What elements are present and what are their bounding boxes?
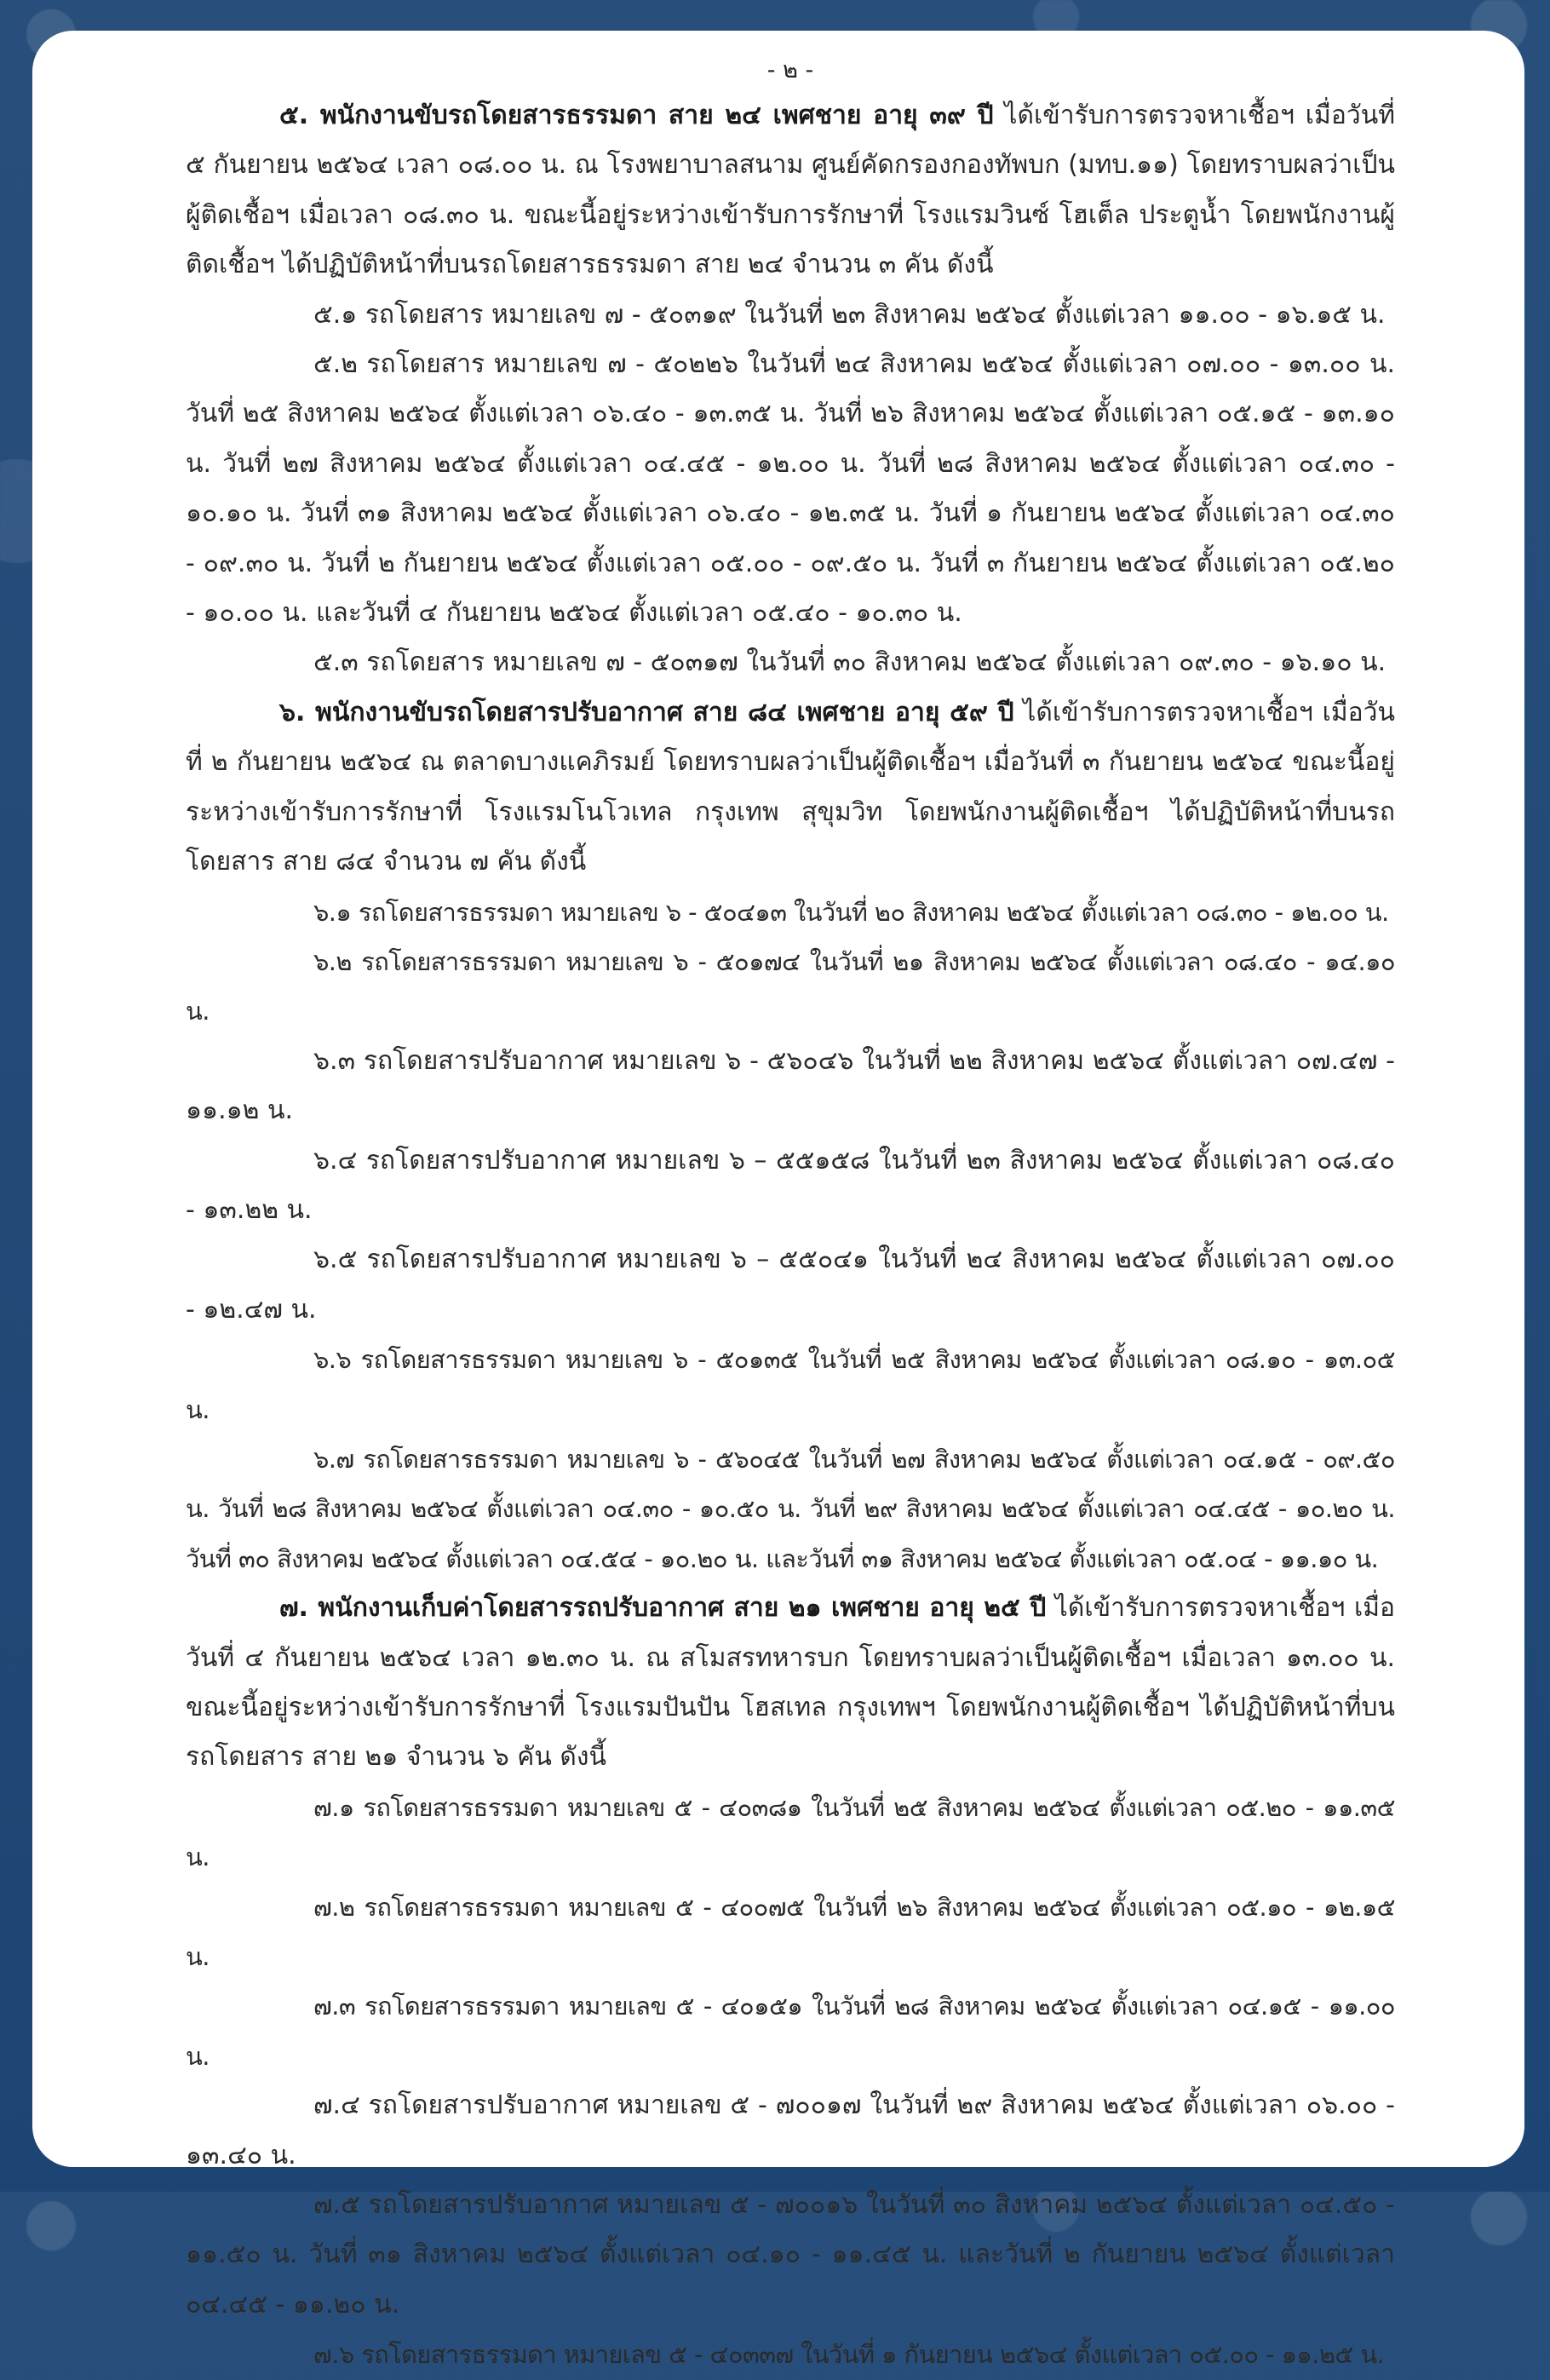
item-6-3: ๖.๓ รถโดยสารปรับอากาศ หมายเลข ๖ - ๕๖๐๔๖ ในวันที่ ๒๒ สิงหาคม ๒๕๖๔ ตั้งแต่เวลา ๐๗.๔๗ - ๑๑.๑๒ น. xyxy=(186,1045,1395,1126)
item-6-title: ๖. พนักงานขับรถโดยสารปรับอากาศ สาย ๘๔ เพศชาย อายุ ๕๙ ปี xyxy=(279,697,1014,727)
item-6-2: ๖.๒ รถโดยสารธรรมดา หมายเลข ๖ - ๕๐๑๗๔ ในวันที่ ๒๑ สิงหาคม ๒๕๖๔ ตั้งแต่เวลา ๐๘.๔๐ - ๑๔.๑๐ น. xyxy=(186,946,1395,1026)
item-5-title: ๕. พนักงานขับรถโดยสารธรรมดา สาย ๒๔ เพศชาย อายุ ๓๙ ปี xyxy=(279,101,994,130)
item-7-text: ได้เข้ารับการตรวจหาเชื้อฯ เมื่อวันที่ ๔ กันยายน ๒๕๖๔ เวลา ๑๒.๓๐ น. ณ สโมสรทหารบก โดยทราบผลว่าเป็นผู้ติดเชื้อฯ เมื่อเวลา ๑๓.๐๐ น. ขณะนี้อยู่ระหว่างเข้ารับการรักษาที่ โรงแรมปันปัน โฮสเทล กรุงเทพฯ โดยพนักงานผู้ติดเชื้อฯ ได้ปฏิบัติหน้าที่บนรถโดยสาร สาย ๒๑ จำนวน ๖ คัน ดังนี้ xyxy=(186,1593,1395,1773)
item-6-7: ๖.๗ รถโดยสารธรรมดา หมายเลข ๖ - ๕๖๐๔๕ ในวันที่ ๒๗ สิงหาคม ๒๕๖๔ ตั้งแต่เวลา ๐๔.๑๕ - ๐๙.๕๐ น. วันที่ ๒๘ สิงหาคม ๒๕๖๔ ตั้งแต่เวลา ๐๔.๓๐ - ๑๐.๕๐ น. วันที่ ๒๙ สิงหาคม ๒๕๖๔ ตั้งแต่เวลา ๐๔.๔๕ - ๑๐.๒๐ น. วันที่ ๓๐ สิงหาคม ๒๕๖๔ ตั้งแต่เวลา ๐๔.๕๔ - ๑๐.๒๐ น. และวันที่ ๓๑ สิงหาคม ๒๕๖๔ ตั้งแต่เวลา ๐๕.๐๔ - ๑๑.๑๐ น. xyxy=(186,1444,1395,1573)
document-page xyxy=(32,31,1524,2370)
item-6-text: ได้เข้ารับการตรวจหาเชื้อฯ เมื่อวันที่ ๒ กันยายน ๒๕๖๔ ณ ตลาดบางแคภิรมย์ โดยทราบผลว่าเป็นผู้ติดเชื้อฯ เมื่อวันที่ ๓ กันยายน ๒๕๖๔ ขณะนี้อยู่ระหว่างเข้ารับการรักษาที่ โรงแรมโนโวเทล กรุงเทพ สุขุมวิท โดยพนักงานผู้ติดเชื้อฯ ได้ปฏิบัติหน้าที่บนรถโดยสาร สาย ๘๔ จำนวน ๗ คัน ดังนี้ xyxy=(186,697,1395,877)
item-6-4: ๖.๔ รถโดยสารปรับอากาศ หมายเลข ๖ – ๕๕๑๕๘ ในวันที่ ๒๓ สิงหาคม ๒๕๖๔ ตั้งแต่เวลา ๐๘.๔๐ - ๑๓.๒๒ น. xyxy=(186,1145,1395,1225)
item-5-text: ได้เข้ารับการตรวจหาเชื้อฯ เมื่อวันที่ ๕ กันยายน ๒๕๖๔ เวลา ๐๘.๐๐ น. ณ โรงพยาบาลสนาม ศูนย์คัดกรองกองทัพบก (มทบ.๑๑) โดยทราบผลว่าเป็นผู้ติดเชื้อฯ เมื่อเวลา ๐๘.๓๐ น. ขณะนี้อยู่ระหว่างเข้ารับการรักษาที่ โรงแรมวินซ์ โฮเต็ล ประตูน้ำ โดยพนักงานผู้ติดเชื้อฯ ได้ปฏิบัติหน้าที่บนรถโดยสารธรรมดา สาย ๒๔ จำนวน ๓ คัน ดังนี้ xyxy=(186,101,1395,280)
item-7-1: ๗.๑ รถโดยสารธรรมดา หมายเลข ๕ - ๔๐๓๘๑ ในวันที่ ๒๕ สิงหาคม ๒๕๖๔ ตั้งแต่เวลา ๐๕.๒๐ - ๑๑.๓๕ น. xyxy=(186,1792,1395,1872)
item-7-4: ๗.๔ รถโดยสารปรับอากาศ หมายเลข ๕ - ๗๐๐๑๗ ในวันที่ ๒๙ สิงหาคม ๒๕๖๔ ตั้งแต่เวลา ๐๖.๐๐ - ๑๓.๔๐ น. xyxy=(186,2090,1395,2170)
item-7-2: ๗.๒ รถโดยสารธรรมดา หมายเลข ๕ - ๔๐๐๗๕ ในวันที่ ๒๖ สิงหาคม ๒๕๖๔ ตั้งแต่เวลา ๐๕.๑๐ - ๑๒.๑๕ น. xyxy=(186,1892,1395,1972)
item-5-2: ๕.๒ รถโดยสาร หมายเลข ๗ - ๕๐๒๒๖ ในวันที่ ๒๔ สิงหาคม ๒๕๖๔ ตั้งแต่เวลา ๐๗.๐๐ - ๑๓.๐๐ น. วันที่ ๒๕ สิงหาคม ๒๕๖๔ ตั้งแต่เวลา ๐๖.๔๐ - ๑๓.๓๕ น. วันที่ ๒๖ สิงหาคม ๒๕๖๔ ตั้งแต่เวลา ๐๕.๑๕ - ๑๓.๑๐ น. วันที่ ๒๗ สิงหาคม ๒๕๖๔ ตั้งแต่เวลา ๐๔.๔๕ - ๑๒.๐๐ น. วันที่ ๒๘ สิงหาคม ๒๕๖๔ ตั้งแต่เวลา ๐๔.๓๐ - ๑๐.๑๐ น. วันที่ ๓๑ สิงหาคม ๒๕๖๔ ตั้งแต่เวลา ๐๖.๔๐ - ๑๒.๓๕ น. วันที่ ๑ กันยายน ๒๕๖๔ ตั้งแต่เวลา ๐๔.๓๐ - ๐๙.๓๐ น. วันที่ ๒ กันยายน ๒๕๖๔ ตั้งแต่เวลา ๐๕.๐๐ - ๐๙.๕๐ น. วันที่ ๓ กันยายน ๒๕๖๔ ตั้งแต่เวลา ๐๕.๒๐ - ๑๐.๐๐ น. และวันที่ ๔ กันยายน ๒๕๖๔ ตั้งแต่เวลา ๐๕.๔๐ - ๑๐.๓๐ น. xyxy=(186,349,1395,629)
item-6-6: ๖.๖ รถโดยสารธรรมดา หมายเลข ๖ - ๕๐๑๓๕ ในวันที่ ๒๕ สิงหาคม ๒๕๖๔ ตั้งแต่เวลา ๐๘.๑๐ - ๑๓.๐๕ น. xyxy=(186,1345,1395,1424)
item-6-5: ๖.๕ รถโดยสารปรับอากาศ หมายเลข ๖ – ๕๕๐๔๑ ในวันที่ ๒๔ สิงหาคม ๒๕๖๔ ตั้งแต่เวลา ๐๗.๐๐ - ๑๒.๔๗ น. xyxy=(186,1245,1395,1325)
item-6-heading xyxy=(186,688,1395,888)
item-5-3: ๕.๓ รถโดยสาร หมายเลข ๗ - ๕๐๓๑๗ ในวันที่ ๓๐ สิงหาคม ๒๕๖๔ ตั้งแต่เวลา ๐๙.๓๐ - ๑๖.๑๐ น. xyxy=(313,647,1386,678)
item-7-3: ๗.๓ รถโดยสารธรรมดา หมายเลข ๕ - ๔๐๑๕๑ ในวันที่ ๒๘ สิงหาคม ๒๕๖๔ ตั้งแต่เวลา ๐๔.๑๕ - ๑๑.๐๐ น. xyxy=(186,1992,1395,2071)
item-5-heading xyxy=(186,91,1395,290)
item-7-5: ๗.๕ รถโดยสารปรับอากาศ หมายเลข ๕ - ๗๐๐๑๖ ในวันที่ ๓๐ สิงหาคม ๒๕๖๔ ตั้งแต่เวลา ๐๔.๕๐ - ๑๑.๕๐ น. วันที่ ๓๑ สิงหาคม ๒๕๖๔ ตั้งแต่เวลา ๐๔.๑๐ - ๑๑.๔๕ น. และวันที่ ๒ กันยายน ๒๕๖๔ ตั้งแต่เวลา ๐๔.๔๕ - ๑๑.๒๐ น. xyxy=(186,2190,1395,2320)
document-body xyxy=(186,51,1395,2380)
item-5-1: ๕.๑ รถโดยสาร หมายเลข ๗ - ๕๐๓๑๙ ในวันที่ ๒๓ สิงหาคม ๒๕๖๔ ตั้งแต่เวลา ๑๑.๐๐ - ๑๖.๑๕ น. xyxy=(313,299,1386,330)
item-7-title: ๗. พนักงานเก็บค่าโดยสารรถปรับอากาศ สาย ๒๑ เพศชาย อายุ ๒๕ ปี xyxy=(279,1593,1047,1624)
item-7-heading xyxy=(186,1584,1395,1783)
page-number: - ๒ - xyxy=(766,57,814,83)
item-6-1: ๖.๑ รถโดยสารธรรมดา หมายเลข ๖ - ๕๐๔๑๓ ในวันที่ ๒๐ สิงหาคม ๒๕๖๔ ตั้งแต่เวลา ๐๘.๓๐ - ๑๒.๐๐ น. xyxy=(313,897,1389,927)
item-7-6: ๗.๖ รถโดยสารธรรมดา หมายเลข ๕ - ๔๐๓๓๗ ในวันที่ ๑ กันยายน ๒๕๖๔ ตั้งแต่เวลา ๐๕.๐๐ - ๑๑.๒๕ น. xyxy=(313,2340,1385,2370)
